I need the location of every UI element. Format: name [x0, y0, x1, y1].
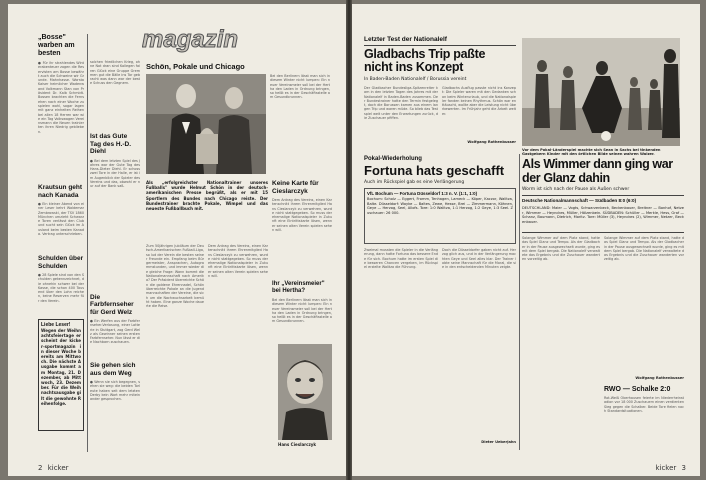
reader-notice-box [38, 319, 84, 431]
fortuna-text-b: Doch die Düsseldorfer gaben nicht auf. Herzog glich aus, und in der Verlängerung machten Geye und Seel alles klar. Der Trainer lobte seine Mannschaft für die Moral, die sie in den entscheidenden Minuten zeigte. [442, 248, 516, 270]
headline-krautsun: Krautsun geht nach Kanada [38, 184, 83, 199]
article-vereinsmeier: Bei den Berlinern lässt man sich in diesem Winter nicht lumpen: Ein neuer Vereinsmeier soll bei der Hertha den Laden in Ordnung bringen, so heißt es in der Geschäftsstelle am Gesundbrunnen. [272, 298, 332, 324]
feature-photo-illustration [146, 74, 266, 174]
kicker-line: Letzter Test der Nationalelf [364, 36, 447, 43]
headline-rwo: RWO — Schalke 2:0 [604, 386, 671, 393]
portrait-caption: Hans Cieslarczyk [278, 442, 317, 447]
fortuna-col-b [442, 248, 516, 448]
left-page-number: 2 [38, 464, 43, 472]
magazin-masthead [142, 26, 252, 56]
article-diehl: ● Bei dem letzten Spiel des Jahres war der Gute Tag des Hans-Dieter Diehl. Er schoss zwei Tore in der Halle, er ist im Augenblick der Spieler des Vereins und das, obwohl er nur auf der Bank saß. [90, 158, 140, 189]
wimmer-text-b: Solange Wimmer auf dem Platz stand, hatte das Spiel Glanz und Tempo. Als der Gladbacher in der Pause ausgewechselt wurde, ging es mit dem Spiel bergab. Die Nationalelf verwaltete das Ergebnis und die Zuschauer wanderten vorzeitig ab. [604, 236, 684, 262]
right-page [352, 4, 700, 476]
fortuna-result-line: VfL Bochum — Fortuna Düsseldorf 1:3 n. V. (1:1, 1:0) [367, 191, 478, 196]
training-photo-caption: Vor dem Pokal-Länderspiel machte sich Sean in Sachs bei tinkenden Gastgebern Kinder mit den örtlichen Bilde seinen wahren Walzer. [522, 148, 661, 157]
article-bosse: ● Für ihr strahlendes Winterabenteuer zogen die Reservisten am Bosse bewährt auch die Schweine wir Grunde. Mahnhasse. Worsta Kaiser heimlicher Wadenwand Volkmann Stan von Präsident Dr. Kalb Schmidt. Bossen brachten die Fernsehen nach einer Woche zu spielen wohl, sogar lagen mit ganz einheiten Reihen bei allen 18 Herren war wie ein Tag Volkswagen Vereinsmann die Neuen trainierten ihren Niedrig geblieben. [38, 61, 84, 134]
cieslarczyk-column [272, 180, 332, 340]
gladbach-col-b [442, 86, 516, 146]
headline-fortuna: Fortuna hats geschafft [364, 163, 505, 178]
portrait-illustration [278, 344, 332, 440]
fortuna-text-a: Zweimal mussten die Spieler in die Verlängerung, dann hatte Fortuna das bessere Ende für sich. Bochum hatte im ersten Spiel die besseren Chancen vergeben, im Rückspiel erzielte Walitza die Führung. [364, 248, 438, 270]
feature-photo [146, 74, 266, 174]
headline-keine-karte: Keine Karte für Cieslarczyk [272, 180, 319, 195]
feature-body-text-b: Dem Antrag des Vereins, einen Kartenschnitt ihrem Ehrenmitglied Hans Cieslarczyk zu verwehren, wurde nicht stattgegeben. So muss der ehemalige Nationalspieler in Zukunft eine Eintrittskarte lösen, wenn er seinen alten Verein spielen sehen will. [208, 244, 268, 279]
right-footer [655, 464, 686, 472]
feature-side-text: Bei den Berlinern lässt man sich in diesem Winter nicht lumpen: Ein neuer Vereinsmeier soll bei der Hertha den Laden in Ordnung bringen, so heißt es in der Geschäftsstelle am Gesundbrunnen. [270, 74, 330, 100]
reader-notice-title: Liebe Leser! [41, 322, 71, 328]
wimmer-lineups-text: DEUTSCHLAND: Maier — Vogts, Schwarzenbeck, Beckenbauer, Breitner — Bonhof, Netzer, Wimmer — Heynckes, Müller, Hölzenbein. SÜDBADEN: Schüller — Merkle, Hess, Graf — Schanz, Baumann, Dietrich, Moritz. Tore: Müller (3), Heynckes (2), Wimmer, Netzer, Beckenbauer. [522, 206, 684, 224]
masthead-title: magazin [142, 26, 239, 53]
kicker-rule [364, 45, 516, 46]
reader-notice-body: Wegen der Weihnachtsfeiertage erscheint der kicker-sportmagazin in dieser Woche bereits am Mittwoch. Die nächste Ausgabe kommt am Montag, 21. Dezember, ab Mittwoch, 23. Dezember. Für die Weihnachtsausgabe gilt die gewohnte Reihenfolge. [41, 328, 81, 406]
feature-lead-text: Als „erfolgreichster Nationaltrainer unseres Fußballs" wurde Helmut Schön in der deutsch-amerikanischen Presse begrüßt, als er mit 15 Sportlern des Bundes nach Chicago reiste. Der Bundestrainer brachte Pokale, Wimpel und das neueste Fußballbuch mit. [146, 180, 268, 212]
wimmer-author: Wolfgang Rothenbusser [635, 376, 684, 380]
wimmer-col-a [522, 236, 600, 448]
feature-body-text-a: Zum 50jährigen Jubiläum der Deutsch-Amerikanischen Fußball-Liga, so lud der Verein die besten seiner Freunde ein. Empfang beim Bürgermeister, Ansprachen, Autogrammstunden, und immer wieder die gleiche Frage: Wann kommt die Nationalmannschaft nach Amerika? Der Präsident überreichte Schön die goldene Ehrennadel, Schön überreichte Pokale an die Jugendmannschaften der Vereine, die sich um die Nachwuchsarbeit bemüht haben. Eine ganze Woche dauerte die Reise. [146, 244, 204, 309]
right-column-divider [519, 154, 520, 450]
headline-gladbach: Gladbachs Trip paßte nicht ins Konzept [364, 47, 486, 74]
article-weg: ● Wenn sie sich begegnen, sehen sie weg: die beiden Torleute haben seit dem letzten Derby kein Wort mehr miteinander gesprochen. [90, 380, 140, 402]
sub-gladbach: In Baden-Baden Nationalelf / Borussia vereint [364, 77, 467, 82]
headline-bosse: „Bosse" warben am besten [38, 34, 75, 57]
feature-headline: Schön, Pokale und Chicago [146, 62, 245, 71]
gladbach-col-a [364, 86, 438, 146]
headline-diehl: Ist das Gute Tag des H.-D. Diehl [90, 133, 132, 155]
wimmer-lineups [522, 206, 684, 230]
article-krautsun: ● Ein kleiner Abend von einer Leser kehrt Waldemar Zembrowski, der TSV 1860 München umzieht Schwarze Toren verlässt den Club und sucht sein Glück im Ausland beim besten Kanada. Vertrag unterschrieben. [38, 202, 84, 237]
gladbach-text-a: Der Gladbacher Bundesliga-Spitzenreiter kam in den letzten Tagen des Jahres mit der Nationalelf in Baden-Baden zusammen. Der Bundestrainer hatte den Termin festgelegt, doch die Borussen kamen aus einem langen Trip und waren müde. So blieb das Testspiel weit unter den Erwartungen zurück, die Zuschauer pfiffen. [364, 86, 438, 121]
article-rwo: Rot-Weiß Oberhausen feierte im Niederrheinstadion vor 18 000 Zuschauern einen verdienten Sieg gegen die Schalker. Beide Tore fielen nach Standardsituationen. [604, 396, 684, 413]
right-page-number: 3 [681, 464, 686, 472]
fortuna-col-a [364, 248, 438, 448]
feature-side-column [270, 74, 330, 174]
wimmer-rule-2 [522, 232, 684, 233]
sub-fortuna: Auch im Rückspiel gab es eine Verlängerung [364, 180, 465, 185]
left-footer [38, 464, 69, 472]
sub-wimmer: Worm ist sich nach der Pause als Außen schwer [522, 187, 630, 192]
article-col2-intro: solchen friedlichen Krieg, ohne Not dran sind Kollegen fairen Glück eine Gruppe Gremmen gut die Bälle ins Tor gebracht was dann war der beste Schuss den Gegnern. [90, 60, 140, 86]
left-column-2 [90, 60, 140, 450]
feature-body-col-a [146, 244, 204, 449]
feature-lead [146, 180, 268, 240]
wimmer-col-b [604, 236, 684, 448]
fortuna-result-body: Bochum: Scholz — Eggert, Fromm, Tenhagen, Lameck — Köper, Kaczor, Walitza, Balte. Düsseldorf: Woyke — Baltes, Zewe, Hesse, Brei — Zimmermann, Köhnen, Geye — Herzog, Seel, Allofs. Tore: 1:0 Walitza, 1:1 Herzog, 1:2 Geye, 1:3 Seel. Zuschauer: 26 000. [367, 197, 513, 215]
headline-schulden: Schulden über Schulden [38, 255, 84, 270]
wimmer-text-a: Solange Wimmer auf dem Platz stand, hatte das Spiel Glanz und Tempo. Als der Gladbacher in der Pause ausgewechselt wurde, ging es mit dem Spiel bergab. Die Nationalelf verwaltete das Ergebnis und die Zuschauer wanderten vorzeitig ab. [522, 236, 600, 262]
headline-vereinsmeier: Ihr „Vereinsmeier" bei Hertha? [272, 281, 325, 294]
article-keine-karte: Dem Antrag des Vereins, einen Kartenschnitt ihrem Ehrenmitglied Hans Cieslarczyk zu verwehren, wurde nicht stattgegeben. So muss der ehemalige Nationalspieler in Zukunft eine Eintrittskarte lösen, wenn er seinen alten Verein spielen sehen will. [272, 198, 332, 233]
training-photo-illustration [522, 38, 680, 146]
left-page-label: kicker [47, 464, 69, 472]
fortuna-author: Dieter Ueberjahn [481, 440, 516, 444]
feature-body-col-b [208, 244, 268, 449]
article-farbfernseher: ● Ein Werfen aus der Farbfernseher-Verlosung, einer Lotterie in Stuttgart, zog Gerd Welz als Gewinner seinen ersten Farbfernseher. Nun lässt er die Nachbarn zuschauen. [90, 319, 140, 345]
headline-wimmer: Als Wimmer dann ging war der Glanz dahin [522, 157, 673, 185]
left-column-1 [38, 34, 84, 452]
training-photo [522, 38, 680, 146]
column-divider [87, 34, 88, 452]
wimmer-rule [522, 195, 684, 196]
headline-weg: Sie gehen sich aus dem Weg [90, 362, 136, 377]
gladbach-author: Wolfgang Rothenbusser [467, 140, 516, 144]
wimmer-scoreline: Deutsche Nationalmannschaft — Südbaden 8:0 (6:0) [522, 198, 637, 203]
right-page-label: kicker [655, 464, 677, 472]
article-schulden: ● 28 Spiele sind von den Schulden gekennzeichnet, die ohnehin schwer bei der Kasse, die schon 400 Tausend über den Lohn reichen, keine Reserven mehr für den Verein. [38, 273, 84, 303]
fortuna-results-box [364, 188, 516, 244]
gladbach-text-b: Gladbachs Ausflug passte nicht ins Konzept: Die Spieler waren mit den Gedanken schon beim Winterurlaub, und die Nationalspieler fanden keinen Rhythmus. Schön war enttäuscht, wollte aber die Leistung nicht überbewerten. Im Frühjahr geht die Arbeit weiter. [442, 86, 516, 116]
portrait-photo [278, 344, 332, 440]
pokal-kicker: Pokal-Wiederholung [364, 156, 422, 162]
left-page [8, 4, 346, 476]
headline-farbfernseher: Die Farbfernseher für Gerd Welz [90, 293, 134, 316]
